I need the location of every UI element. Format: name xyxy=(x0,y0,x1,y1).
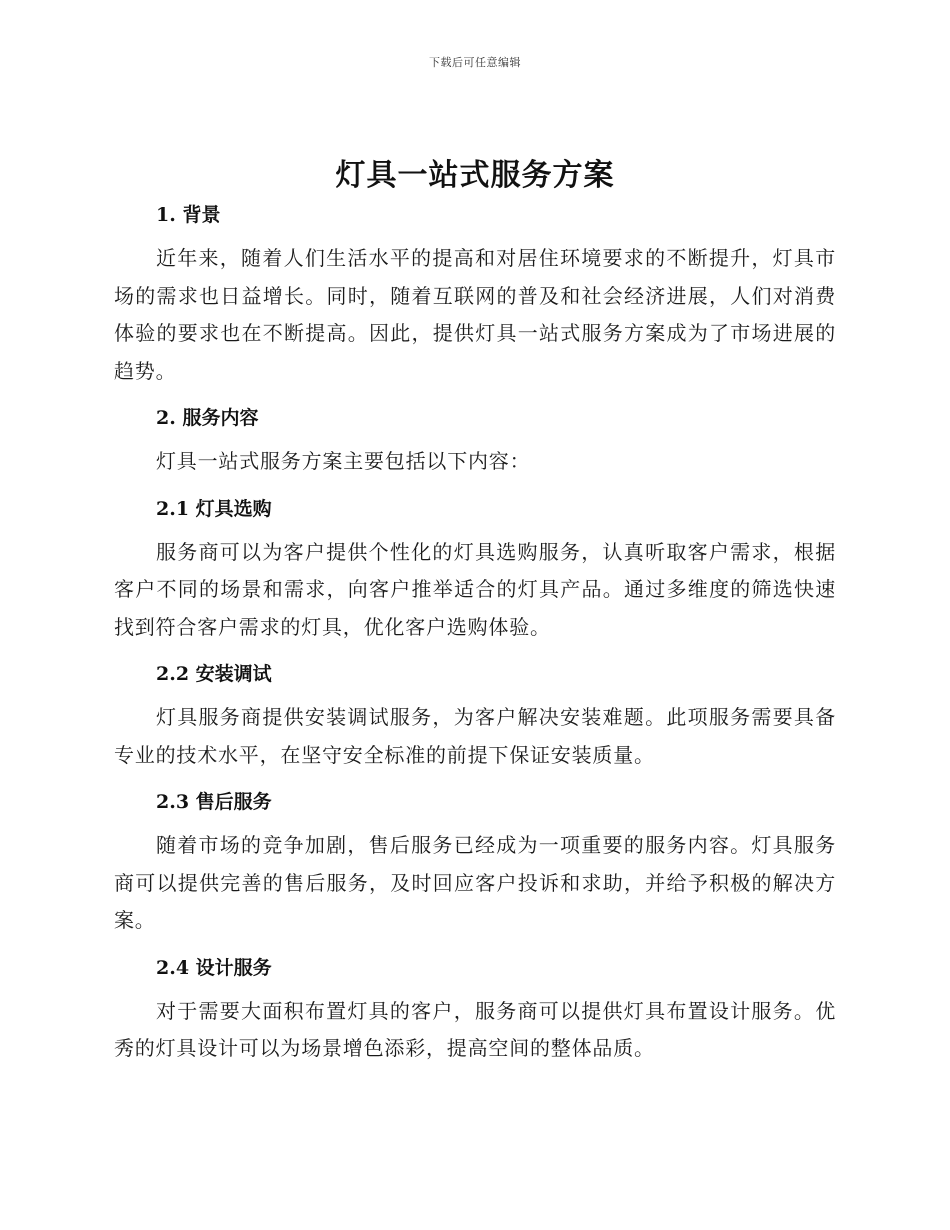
section-paragraph: 对于需要大面积布置灯具的客户，服务商可以提供灯具布置设计服务。优秀的灯具设计可以为场景增色添彩，提高空间的整体品质。 xyxy=(114,998,836,1060)
section-service-content xyxy=(114,399,836,481)
document-title: 灯具一站式服务方案 xyxy=(335,158,615,193)
section-heading: 2.4 设计服务 xyxy=(156,956,272,979)
section-paragraph: 灯具一站式服务方案主要包括以下内容： xyxy=(156,449,531,473)
section-heading: 2.3 售后服务 xyxy=(156,791,272,813)
section-installation xyxy=(114,655,836,774)
section-heading: 2.1 灯具选购 xyxy=(156,497,272,520)
section-after-sales xyxy=(114,783,836,940)
section-design xyxy=(114,949,836,1068)
section-background xyxy=(114,196,836,390)
section-paragraph: 随着市场的竞争加剧，售后服务已经成为一项重要的服务内容。灯具服务商可以提供完善的售后服务，及时回应客户投诉和求助，并给予积极的解决方案。 xyxy=(114,833,836,932)
section-lamp-selection xyxy=(114,490,836,647)
document-body xyxy=(114,196,836,1068)
section-heading: 2. 服务内容 xyxy=(156,407,259,429)
section-heading: 1. 背景 xyxy=(156,204,221,226)
section-heading: 2.2 安装调试 xyxy=(156,663,272,685)
section-paragraph: 服务商可以为客户提供个性化的灯具选购服务，认真听取客户需求，根据客户不同的场景和需求，向客户推举适合的灯具产品。通过多维度的筛选快速找到符合客户需求的灯具，优化客户选购体验。 xyxy=(114,539,836,639)
header-note: 下载后可任意编辑 xyxy=(429,56,521,69)
section-paragraph: 近年来，随着人们生活水平的提高和对居住环境要求的不断提升，灯具市场的需求也日益增长。同时，随着互联网的普及和社会经济进展，人们对消费体验的要求也在不断提高。因此，提供灯具一站式服务方案成为了市场进展的趋势。 xyxy=(114,246,836,383)
section-paragraph: 灯具服务商提供安装调试服务，为客户解决安装难题。此项服务需要具备专业的技术水平，在坚守安全标准的前提下保证安装质量。 xyxy=(114,705,836,767)
